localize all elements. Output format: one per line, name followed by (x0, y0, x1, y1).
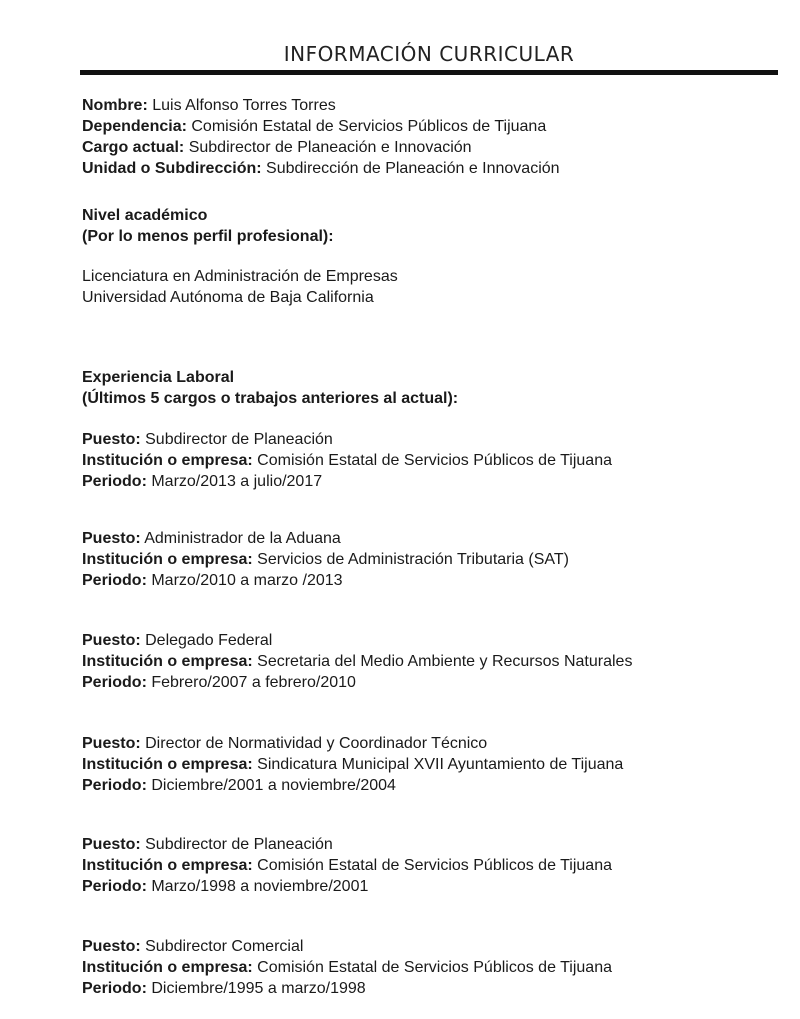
dependency-value: Comisión Estatal de Servicios Públicos de Tijuana (191, 118, 547, 135)
job-position: Subdirector de Planeación (145, 836, 333, 853)
degree: Licenciatura en Administración de Empresas (82, 268, 398, 285)
period-label: Periodo: (82, 980, 147, 997)
period-label: Periodo: (82, 674, 147, 691)
document-title: INFORMACIÓN CURRICULAR (283, 42, 575, 66)
position-label: Puesto: (82, 632, 141, 649)
job-entry (82, 834, 612, 897)
job-period: Marzo/2013 a julio/2017 (151, 473, 323, 490)
experience-heading: Experiencia Laboral (82, 369, 235, 386)
institution-label: Institución o empresa: (82, 551, 253, 568)
dependency-label: Dependencia: (82, 118, 187, 135)
position-label: Puesto: (82, 735, 141, 752)
name-label: Nombre: (82, 97, 148, 114)
name-value: Luis Alfonso Torres Torres (152, 97, 336, 114)
position-label: Puesto: (82, 431, 141, 448)
dependency-line (82, 116, 560, 137)
job-position-line (82, 429, 612, 450)
institution-label: Institución o empresa: (82, 452, 253, 469)
unit-label: Unidad o Subdirección: (82, 160, 262, 177)
institution-label: Institución o empresa: (82, 959, 253, 976)
job-period-line (82, 775, 623, 796)
personal-info (82, 95, 560, 179)
job-entry (82, 733, 623, 796)
institution-label: Institución o empresa: (82, 756, 253, 773)
job-position-line (82, 528, 569, 549)
job-period-line (82, 672, 632, 693)
position-label: Puesto: (82, 938, 141, 955)
job-institution: Comisión Estatal de Servicios Públicos de Tijuana (257, 857, 612, 874)
job-period-line (82, 471, 612, 492)
institution-label: Institución o empresa: (82, 653, 253, 670)
job-institution: Secretaria del Medio Ambiente y Recursos Naturales (257, 653, 633, 670)
job-institution: Comisión Estatal de Servicios Públicos de Tijuana (257, 452, 612, 469)
job-institution: Sindicatura Municipal XVII Ayuntamiento de Tijuana (257, 756, 624, 773)
job-entry (82, 528, 569, 591)
job-institution-line (82, 754, 623, 775)
current-position-value: Subdirector de Planeación e Innovación (188, 139, 472, 156)
education-heading: Nivel académico (82, 207, 208, 224)
period-label: Periodo: (82, 473, 147, 490)
job-position-line (82, 936, 612, 957)
experience-subheading: (Últimos 5 cargos o trabajos anteriores al actual): (82, 390, 459, 407)
job-entry (82, 936, 612, 999)
job-period-line (82, 570, 569, 591)
job-entry (82, 429, 612, 492)
position-label: Puesto: (82, 836, 141, 853)
job-institution-line (82, 651, 632, 672)
job-period: Marzo/2010 a marzo /2013 (151, 572, 343, 589)
job-position: Director de Normatividad y Coordinador Técnico (145, 735, 488, 752)
current-position-line (82, 137, 560, 158)
period-label: Periodo: (82, 777, 147, 794)
job-position: Administrador de la Aduana (144, 530, 341, 547)
job-institution: Servicios de Administración Tributaria (SAT) (257, 551, 569, 568)
institution-label: Institución o empresa: (82, 857, 253, 874)
job-position-line (82, 630, 632, 651)
job-period: Diciembre/2001 a noviembre/2004 (151, 777, 396, 794)
job-position: Subdirector de Planeación (145, 431, 333, 448)
position-label: Puesto: (82, 530, 141, 547)
job-position-line (82, 834, 612, 855)
experience-section (82, 367, 458, 409)
university: Universidad Autónoma de Baja California (82, 289, 374, 306)
job-entry (82, 630, 632, 693)
education-section (82, 205, 334, 247)
job-period-line (82, 978, 612, 999)
job-period: Febrero/2007 a febrero/2010 (151, 674, 356, 691)
period-label: Periodo: (82, 572, 147, 589)
job-period: Marzo/1998 a noviembre/2001 (151, 878, 369, 895)
job-position: Subdirector Comercial (145, 938, 304, 955)
name-line (82, 95, 560, 116)
job-institution-line (82, 450, 612, 471)
unit-value: Subdirección de Planeación e Innovación (266, 160, 560, 177)
job-institution-line (82, 957, 612, 978)
title-underline (80, 70, 778, 75)
job-institution-line (82, 855, 612, 876)
current-position-label: Cargo actual: (82, 139, 185, 156)
job-position: Delegado Federal (145, 632, 273, 649)
period-label: Periodo: (82, 878, 147, 895)
job-institution: Comisión Estatal de Servicios Públicos de Tijuana (257, 959, 612, 976)
unit-line (82, 158, 560, 179)
education-subheading: (Por lo menos perfil profesional): (82, 228, 334, 245)
job-period: Diciembre/1995 a marzo/1998 (151, 980, 366, 997)
job-period-line (82, 876, 612, 897)
job-position-line (82, 733, 623, 754)
education-details (82, 266, 398, 308)
job-institution-line (82, 549, 569, 570)
